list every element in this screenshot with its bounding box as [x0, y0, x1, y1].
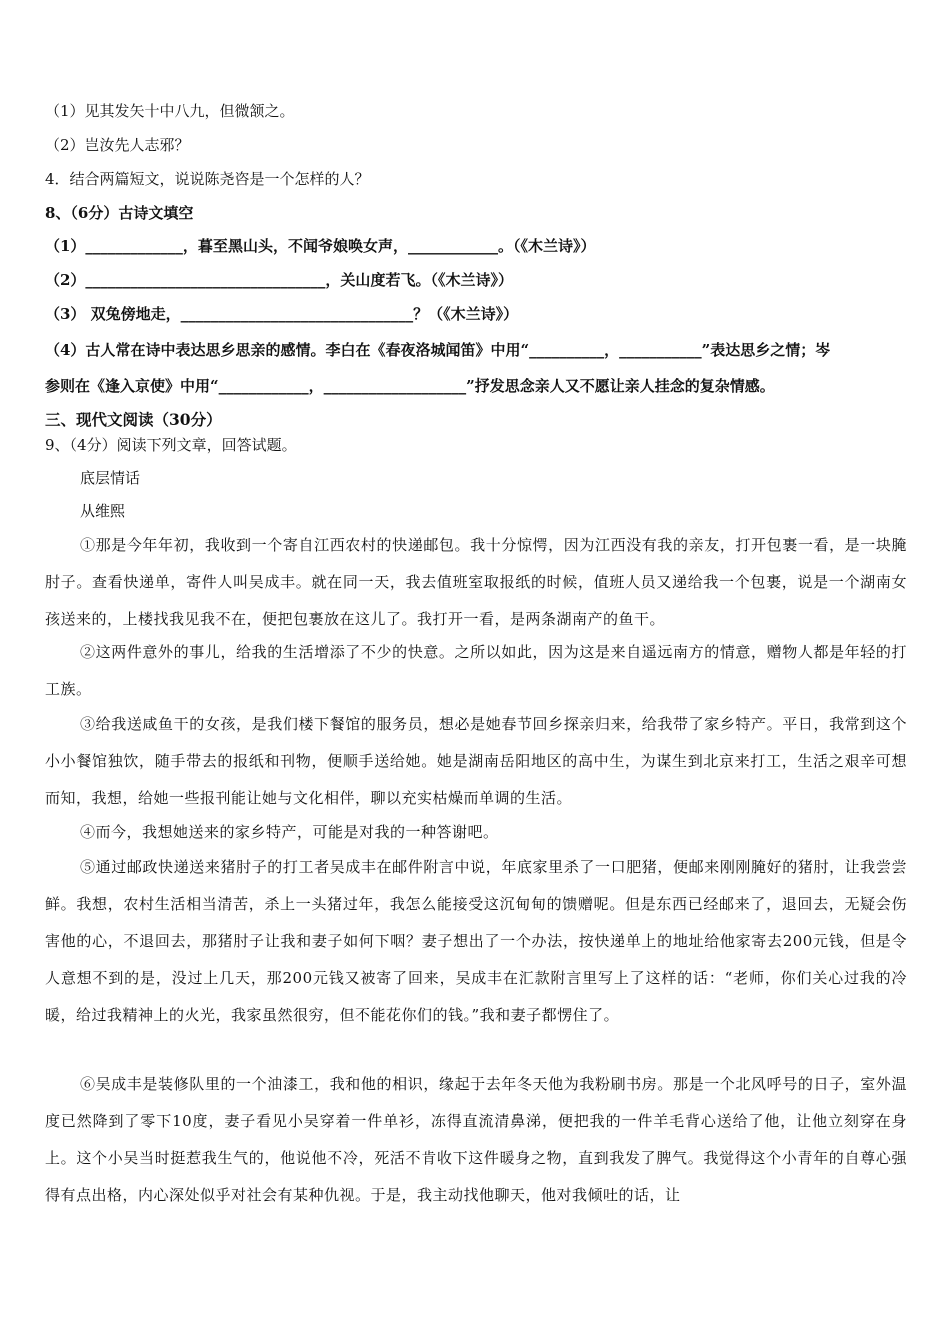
- question-9: 9、（4分）阅读下列文章，回答试题。: [45, 436, 297, 454]
- question-8-item-4-line-2: 参则在《逢入京使》中用“____________，___________________”抒发思念亲人又不愿让亲人挂念的复杂情感。: [45, 377, 775, 395]
- article-paragraph-3: ③给我送咸鱼干的女孩，是我们楼下餐馆的服务员，想必是她春节回乡探亲归来，给我带了家乡特产。平日，我常到这个小小餐馆独饮，随手带去的报纸和刊物，便顺手送给她。她是湖南岳阳地区的高中生，为谋生到北京来打工，生活之艰辛可想而知，我想，给她一些报刊能让她与文化相伴，聊以充实枯燥而单调的生活。: [45, 715, 907, 807]
- question-8-item-1: （1）_____________，暮至黑山头，不闻爷娘唤女声，____________。（《木兰诗》）: [45, 237, 596, 255]
- question-3-item-2: （2）岂汝先人志邪？: [45, 136, 190, 154]
- question-3-item-1: （1）见其发矢十中八九，但微颔之。: [45, 102, 295, 120]
- question-8-item-4-line-1: （4）古人常在诗中表达思乡思亲的感情。李白在《春夜洛城闻笛》中用“__________，___________”表达思乡之情；岑: [45, 341, 831, 359]
- article-title: 底层情话: [80, 469, 141, 487]
- article-paragraph-2: ②这两件意外的事儿，给我的生活增添了不少的快意。之所以如此，因为这是来自遥远南方的情意，赠物人都是年轻的打工族。: [45, 643, 907, 698]
- article-paragraph-1: ①那是今年年初，我收到一个寄自江西农村的快递邮包。我十分惊愕，因为江西没有我的亲友，打开包裹一看，是一块腌肘子。查看快递单，寄件人叫吴成丰。就在同一天，我去值班室取报纸的时候，值班人员又递给我一个包裹，说是一个湖南女孩送来的，上楼找我见我不在，便把包裹放在这儿了。我打开一看，是两条湖南产的鱼干。: [45, 536, 907, 628]
- question-4: 4．结合两篇短文，说说陈尧咨是一个怎样的人？: [45, 170, 370, 188]
- article-paragraph-6: ⑥吴成丰是装修队里的一个油漆工，我和他的相识，缘起于去年冬天他为我粉刷书房。那是一个北风呼号的日子，室外温度已然降到了零下10度，妻子看见小吴穿着一件单衫，冻得直流清鼻涕，便把我的一件羊毛背心送给了他，让他立刻穿在身上。这个小吴当时挺惹我生气的，他说他不冷，死活不肯收下这件暖身之物，直到我发了脾气。我觉得这个小青年的自尊心强得有点出格，内心深处似乎对社会有某种仇视。于是，我主动找他聊天，他对我倾吐的话，让: [45, 1075, 907, 1204]
- article-paragraph-4: ④而今，我想她送来的家乡特产，可能是对我的一种答谢吧。: [80, 823, 499, 841]
- question-8-item-2: （2）________________________________，关山度若飞。（《木兰诗》）: [45, 271, 513, 289]
- article-author: 从维熙: [80, 502, 126, 520]
- article-paragraph-5: ⑤通过邮政快递送来猪肘子的打工者吴成丰在邮件附言中说，年底家里杀了一口肥猪，便邮来刚刚腌好的猪肘，让我尝尝鲜。我想，农村生活相当清苦，杀上一头猪过年，我怎么能接受这沉甸甸的馈赠呢。但是东西已经邮来了，退回去，无疑会伤害他的心，不退回去，那猪肘子让我和妻子如何下咽？妻子想出了一个办法，按快递单上的地址给他家寄去200元钱，但是令人意想不到的是，没过上几天，那200元钱又被寄了回来，吴成丰在汇款附言里写上了这样的话：“老师，你们关心过我的冷暖，给过我精神上的火光，我家虽然很穷，但不能花你们的钱。”我和妻子都愣住了。: [45, 858, 907, 1024]
- question-8-title: 8、（6分）古诗文填空: [45, 204, 194, 222]
- question-8-item-3: （3） 双兔傍地走，_______________________________？（《木兰诗》）: [45, 305, 519, 323]
- section-3-heading: 三、现代文阅读（30分）: [45, 410, 222, 429]
